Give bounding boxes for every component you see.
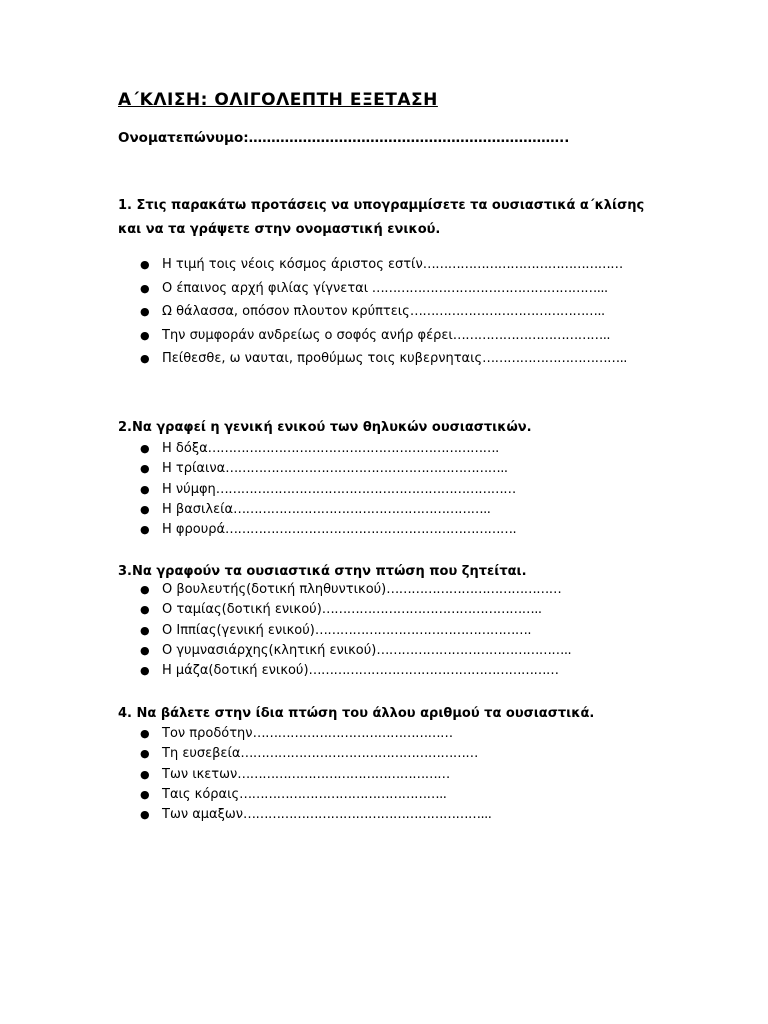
bullet-icon: ● — [140, 328, 150, 342]
item-text: Η νύμφη — [162, 481, 216, 497]
item-text: Η φρουρά — [162, 522, 226, 538]
question-2-heading: 2.Να γραφεί η γενική ενικού των θηλυκών ουσιαστικών. — [118, 420, 532, 435]
item-text: Ο Ιππίας(γενική ενικού) — [162, 622, 315, 638]
item-text: Η τρίαινα — [162, 461, 226, 477]
name-field-label: Ονοματεπώνυμο:…………………………………………………………….. — [118, 130, 570, 146]
item-text: Τη ευσεβεία — [162, 746, 241, 762]
item-text: Ταις κόραις — [162, 786, 240, 802]
bullet-icon: ● — [140, 462, 150, 476]
bullet-icon: ● — [140, 808, 150, 822]
list-item — [140, 327, 627, 351]
list-item — [140, 662, 571, 682]
bullet-icon: ● — [140, 482, 150, 496]
answer-blank: ……………………………………….. — [409, 304, 605, 319]
list-item — [140, 786, 491, 806]
list-item — [140, 350, 627, 374]
answer-blank: ………………………………………… — [252, 726, 453, 741]
question-1-heading — [118, 194, 644, 242]
question-3-heading: 3.Να γραφούν τα ουσιαστικά στην πτώση που ζητείται. — [118, 564, 527, 579]
answer-blank: ………………………………………….. — [239, 786, 447, 802]
bullet-icon: ● — [140, 502, 150, 516]
bullet-icon: ● — [140, 643, 150, 657]
answer-blank: ……………………………………………………………… — [215, 481, 516, 497]
list-item — [140, 280, 627, 304]
item-text: Η δόξα — [162, 441, 208, 456]
list-item — [140, 521, 516, 541]
answer-blank: ……………………………………….. — [376, 642, 572, 658]
item-text: Η μάζα(δοτική ενικού) — [162, 663, 309, 679]
question-4-list — [140, 725, 491, 826]
list-item — [140, 725, 491, 745]
item-text: Την συμφοράν ανδρείως ο σοφός ανήρ φέρει — [162, 327, 453, 343]
bullet-icon: ● — [140, 352, 150, 365]
item-text: Η βασιλεία — [162, 501, 234, 517]
answer-blank: …………………………………………………… — [308, 663, 559, 679]
bullet-icon: ● — [140, 747, 150, 761]
answer-blank: ………………………………………… — [422, 257, 623, 272]
bullet-icon: ● — [140, 523, 150, 537]
answer-blank: …………………………….. — [482, 351, 627, 366]
page-title: Α΄ΚΛΙΣΗ: ΟΛΙΓΟΛΕΠΤΗ ΕΞΕΤΑΣΗ — [118, 90, 438, 110]
item-text: Ω θάλασσα, οπόσον πλουτον κρύπτεις — [162, 304, 410, 319]
item-text: Η τιμή τοις νέοις κόσμος άριστος εστίν — [162, 257, 423, 272]
bullet-icon: ● — [140, 767, 150, 781]
bullet-icon: ● — [140, 583, 150, 596]
answer-blank: …………………………………… — [386, 582, 562, 597]
bullet-icon: ● — [140, 603, 150, 617]
list-item — [140, 501, 516, 521]
list-item — [140, 766, 491, 786]
list-item — [140, 622, 571, 642]
question-1-heading-line-1: 1. Στις παρακάτω προτάσεις να υπογραμμίσετε τα ουσιαστικά α΄κλίσης — [118, 198, 645, 213]
list-item — [140, 581, 571, 601]
question-2-list — [140, 440, 516, 541]
item-text: Τον προδότην — [162, 726, 253, 741]
answer-blank: ………………………………………………… — [240, 746, 478, 762]
item-text: Πείθεσθε, ω ναυται, προθύμως τοις κυβερνηταις — [162, 351, 483, 366]
list-item — [140, 460, 516, 480]
bullet-icon: ● — [140, 727, 150, 740]
answer-blank: ……………………………………………………………. — [225, 522, 517, 538]
answer-blank: ………………………………………………………….. — [225, 461, 508, 477]
list-item — [140, 601, 571, 621]
bullet-icon: ● — [140, 664, 150, 678]
item-text: Των αμαξων — [162, 807, 244, 823]
item-text: Των ικετων — [162, 766, 238, 782]
list-item — [140, 303, 627, 327]
answer-blank: ……………………………….. — [452, 327, 611, 343]
list-item — [140, 440, 516, 460]
bullet-icon: ● — [140, 623, 150, 637]
answer-blank: ………………………………………………... — [368, 280, 608, 296]
answer-blank: ……………………………………………. — [314, 622, 531, 638]
answer-blank: …………………………………………….. — [321, 602, 542, 618]
list-item — [140, 745, 491, 765]
question-3-list — [140, 581, 571, 682]
list-item — [140, 806, 491, 826]
answer-blank: …………………………………………………….. — [233, 501, 491, 517]
list-item — [140, 642, 571, 662]
answer-blank: …………………………………………… — [237, 766, 450, 782]
question-1-heading-line-2: και να τα γράψετε στην ονομαστική ενικού. — [118, 222, 441, 237]
answer-blank: …………………………………………………... — [243, 807, 492, 823]
question-4-heading: 4. Να βάλετε στην ίδια πτώση του άλλου αριθμού τα ουσιαστικά. — [118, 706, 595, 721]
item-text: Ο έπαινος αρχή φιλίας γίγνεται — [162, 280, 369, 296]
bullet-icon: ● — [140, 258, 150, 271]
bullet-icon: ● — [140, 787, 150, 801]
bullet-icon: ● — [140, 442, 150, 455]
answer-blank: ……………………………………………………………. — [207, 441, 499, 456]
bullet-icon: ● — [140, 281, 150, 295]
list-item — [140, 256, 627, 280]
item-text: Ο ταμίας(δοτική ενικού) — [162, 602, 322, 618]
item-text: Ο βουλευτής(δοτική πληθυντικού) — [162, 582, 387, 597]
list-item — [140, 481, 516, 501]
bullet-icon: ● — [140, 305, 150, 318]
question-1-list — [140, 256, 627, 374]
item-text: Ο γυμνασιάρχης(κλητική ενικού) — [162, 642, 377, 658]
